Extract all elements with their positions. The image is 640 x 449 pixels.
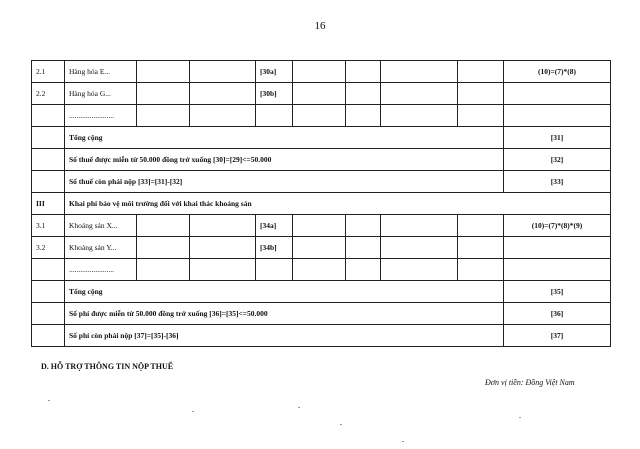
section-d-title: D. HỖ TRỢ THÔNG TIN NỘP THUẾ [41, 362, 174, 371]
table-row [32, 193, 611, 215]
table-row [32, 149, 611, 171]
exempt-label: Số phí được miễn từ 50.000 đồng trở xuống [36]=[35]<=50.000 [65, 303, 504, 325]
section-number: III [32, 193, 65, 215]
row-number: 2.1 [32, 61, 65, 83]
total-label: Tổng cộng [65, 281, 504, 303]
scan-speck [48, 400, 50, 401]
item-code: [34b] [256, 237, 293, 259]
exempt-code: [32] [504, 149, 611, 171]
item-name: ........................ [65, 105, 137, 127]
total-label: Tổng cộng [65, 127, 504, 149]
item-name: Hàng hóa G... [65, 83, 137, 105]
table-row [32, 127, 611, 149]
table-row [32, 215, 611, 237]
table-row [32, 325, 611, 347]
scan-speck [519, 417, 521, 418]
table-row [32, 83, 611, 105]
payable-code: [33] [504, 171, 611, 193]
payable-label: Số thuế còn phải nộp [33]=[31]-[32] [65, 171, 504, 193]
table-row [32, 171, 611, 193]
formula-cell: (10)=(7)*(8) [504, 61, 611, 83]
scan-speck [402, 441, 404, 442]
table-row [32, 105, 611, 127]
row-number: 2.2 [32, 83, 65, 105]
page-number: 16 [314, 20, 326, 32]
item-code: [30a] [256, 61, 293, 83]
formula-cell: (10)=(7)*(8)*(9) [504, 215, 611, 237]
exempt-code: [36] [504, 303, 611, 325]
item-name: Khoáng sản X... [65, 215, 137, 237]
scan-speck [192, 411, 194, 412]
table-row [32, 61, 611, 83]
total-code: [35] [504, 281, 611, 303]
payable-label: Số phí còn phải nộp [37]=[35]-[36] [65, 325, 504, 347]
section-label: Khai phí bảo vệ môi trường đối với khai thác khoáng sản [65, 193, 611, 215]
item-name: Khoáng sản Y... [65, 237, 137, 259]
item-name: ........................ [65, 259, 137, 281]
table-row [32, 237, 611, 259]
item-name: Hàng hóa E... [65, 61, 137, 83]
item-code: [30b] [256, 83, 293, 105]
total-code: [31] [504, 127, 611, 149]
table-row [32, 259, 611, 281]
payable-code: [37] [504, 325, 611, 347]
item-code: [34a] [256, 215, 293, 237]
tax-declaration-table [31, 60, 611, 347]
exempt-label: Số thuế được miễn từ 50.000 đồng trở xuống [30]=[29]<=50.000 [65, 149, 504, 171]
row-number: 3.1 [32, 215, 65, 237]
currency-note: Đơn vị tiền: Đồng Việt Nam [485, 378, 575, 387]
scan-speck [298, 407, 300, 408]
row-number: 3.2 [32, 237, 65, 259]
scan-speck [340, 424, 342, 425]
table-row [32, 281, 611, 303]
table-row [32, 303, 611, 325]
